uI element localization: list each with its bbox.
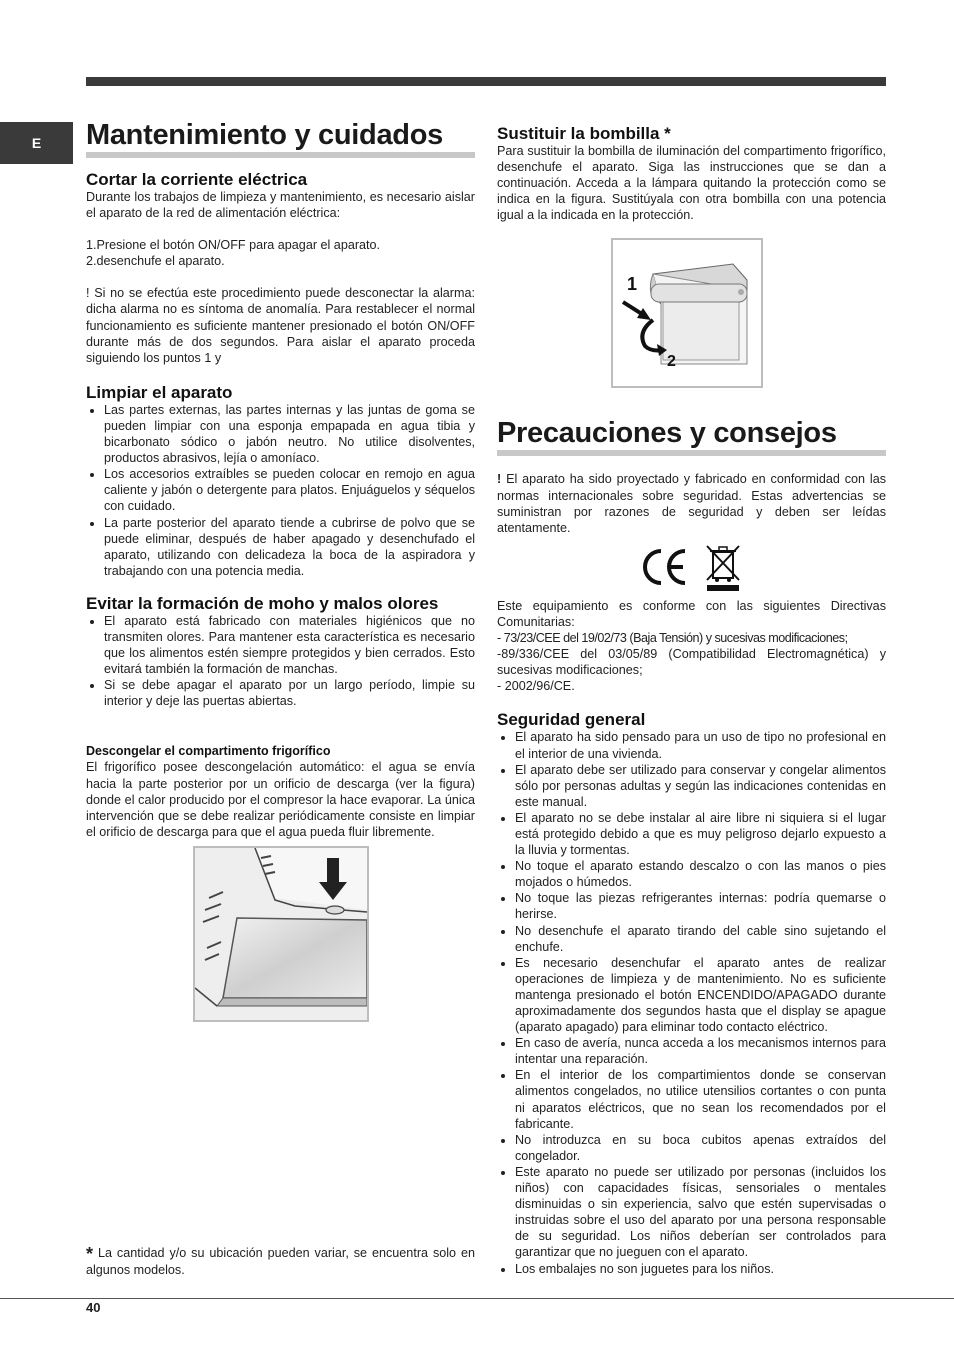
header-bar — [86, 77, 886, 86]
list-item: • Este aparato no puede ser utilizado por personas (incluidos los niños) con capacidades físicas, sensoriales o mentales disminuidas o sin experiencia, salvo que estén supervisadas o instruidas sobre el uso del aparato por una persona responsable de su seguridad. Los niños deberían ser controlados para garantizar que no jueguen con el aparato. — [515, 1164, 886, 1261]
list-item: • En caso de avería, nunca acceda a los mecanismos internos para intentar una reparación. — [515, 1035, 886, 1067]
list-item: • No introduzca en su boca cubitos apenas extraídos del congelador. — [515, 1132, 886, 1164]
list-item: • El aparato debe ser utilizado para conservar y congelar alimentos sólo por personas adultas y según las indicaciones contenidas en este manual. — [515, 762, 886, 810]
limpiar-list — [86, 402, 475, 579]
defrost-drain-figure — [193, 846, 369, 1022]
heading-bombilla: Sustituir la bombilla * — [497, 124, 671, 143]
list-item: • No toque el aparato estando descalzo o con las manos o pies mojados o húmedos. — [515, 858, 886, 890]
figure-step-1-label: 1 — [627, 274, 638, 295]
cortar-note: ! Si no se efectúa este procedimiento puede desconectar la alarma: dicha alarma no es síntoma de anomalía. Para restablecer el normal funcionamiento es suficiente mantener presionado el botón ON/OFF durante más de dos segundos. Para aislar el aparato proceda siguiendo los puntos 1 y — [86, 286, 475, 365]
directiva-item: -89/336/CEE del 03/05/89 (Compatibilidad Electromagnética) y sucesivas modificaciones; — [497, 647, 886, 678]
seguridad-list — [497, 729, 886, 1276]
list-item: • El aparato está fabricado con materiales higiénicos que no transmiten olores. Para mantener esta característica es necesario que los alimentos estén siempre protegidos y bien cerrados. Esto evitará también la formación de manchas. — [104, 613, 475, 677]
list-item: • Si se debe apagar el aparato por un largo período, limpie su interior y deje las puertas abiertas. — [104, 677, 475, 709]
heading-seguridad: Seguridad general — [497, 710, 646, 730]
descongelar-text: El frigorífico posee descongelación automático: el agua se envía hacia la parte posterior por un orificio de descarga (ver la figura) donde el calor producido por el compresor la hace evaporar. La única intervención que se debe realizar periódicamente consiste en limpiar el orificio de descarga para que el agua pueda fluir libremente. — [86, 760, 475, 839]
heading-cortar: Cortar la corriente eléctrica — [86, 170, 308, 189]
section-title-precauciones: Precauciones y consejos — [497, 416, 886, 456]
precauciones-intro — [497, 471, 886, 535]
heading-moho: Evitar la formación de moho y malos olores — [86, 593, 439, 613]
certification-marks — [497, 542, 886, 592]
weee-bin-icon — [703, 542, 743, 592]
heading-limpiar: Limpiar el aparato — [86, 382, 233, 402]
list-item: • La parte posterior del aparato tiende a cubrirse de polvo que se puede eliminar, después de haber apagado y desenchufado el aparato, utilizando con delicadeza la boca de la aspiradora y trabajando con una potencia media. — [104, 515, 475, 579]
list-item: • Los embalajes no son juguetes para los niños. — [515, 1261, 886, 1277]
fridge-interior-illustration — [195, 848, 367, 1020]
lamp-cover-illustration — [613, 240, 761, 386]
cortar-step-2: 2.desenchufe el aparato. — [86, 254, 225, 269]
footnote — [86, 1245, 475, 1278]
language-tab: E — [0, 122, 73, 164]
left-column — [86, 118, 475, 1022]
footnote-asterisk: * — [86, 1244, 94, 1264]
list-item: • Los accesorios extraíbles se pueden colocar en remojo en agua caliente y jabón o detergente para platos. Enjuáguelos y séquelos con cuidado. — [104, 466, 475, 514]
ce-mark-icon — [641, 547, 689, 587]
footer-rule — [0, 1298, 954, 1299]
directiva-item: - 2002/96/CE. — [497, 679, 575, 694]
list-item: • En el interior de los compartimientos donde se conservan alimentos congelados, no utilice utensilios cortantes o con punta ni aparatos eléctricos, que no sean los recomendados por el fabricante. — [515, 1067, 886, 1131]
cortar-intro: Durante los trabajos de limpieza y mantenimiento, es necesario aislar el aparato de la red de alimentación eléctrica: — [86, 190, 475, 221]
right-column — [497, 124, 886, 1277]
list-item: • No toque las piezas refrigerantes internas: podría quemarse o herirse. — [515, 890, 886, 922]
heading-descongelar: Descongelar el compartimento frigorífico — [86, 744, 331, 759]
cortar-step-1: 1.Presione el botón ON/OFF para apagar el aparato. — [86, 238, 381, 253]
warning-mark: ! — [497, 472, 502, 487]
list-item: • El aparato ha sido pensado para un uso de tipo no profesional en el interior de una vivienda. — [515, 729, 886, 761]
directivas-intro: Este equipamiento es conforme con las siguientes Directivas Comunitarias: — [497, 598, 886, 629]
list-item: • El aparato no se debe instalar al aire libre ni siquiera si el lugar está protegido debido a que es muy peligroso dejarlo expuesto a la lluvia y tormentas. — [515, 810, 886, 858]
bombilla-text: Para sustituir la bombilla de iluminación del compartimento frigorífico, desenchufe el aparato. Siga las instrucciones que se dan a continuación. Acceda a la lámpara quitando la protección como se indica en la figura. Sustitúyala con otra bombilla con una potencia igual a la indicada en la protección. — [497, 144, 886, 223]
intro-text: El aparato ha sido proyectado y fabricado en conformidad con las normas internacionales sobre seguridad. Estas advertencias se suministran por razones de seguridad y deben ser leídas atentamente. — [497, 472, 886, 535]
list-item: • No desenchufe el aparato tirando del cable sino sujetando el enchufe. — [515, 923, 886, 955]
directiva-item: - 73/23/CEE del 19/02/73 (Baja Tensión) y sucesivas modificaciones; — [497, 631, 848, 646]
page-number: 40 — [86, 1300, 101, 1315]
footnote-text: La cantidad y/o su ubicación pueden variar, se encuentra solo en algunos modelos. — [86, 1246, 475, 1278]
moho-list — [86, 613, 475, 710]
section-title-mantenimiento: Mantenimiento y cuidados — [86, 118, 475, 158]
figure-step-2-label: 2 — [667, 353, 676, 371]
lamp-cover-figure — [611, 238, 763, 388]
list-item: • Las partes externas, las partes internas y las juntas de goma se pueden limpiar con una esponja empapada en agua tibia y bicarbonato sódico o jabón neutro. No utilice disolventes, productos abrasivos, lejía o amoníaco. — [104, 402, 475, 466]
list-item: • Es necesario desenchufar el aparato antes de realizar operaciones de limpieza y de mantenimiento. No es suficiente mantenga presionado el botón ENCENDIDO/APAGADO durante aproximadamente dos segundos hasta que el display se apague (aparato apagado) para eliminar todo contacto eléctrico. — [515, 955, 886, 1035]
